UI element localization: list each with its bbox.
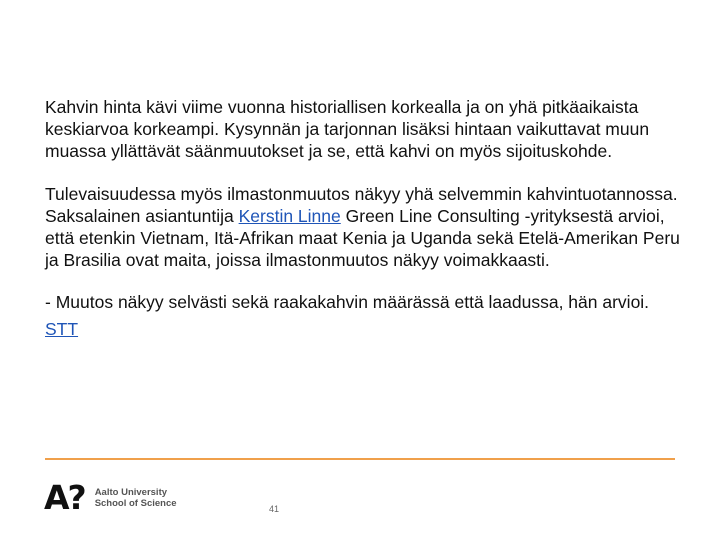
source-line xyxy=(45,318,685,340)
paragraph-climate-text-end: Green Line Consulting -yrityksestä arvioi, että etenkin Vietnam, Itä-Afrikan maat Kenia ja Uganda sekä Etelä-Amerikan Peru ja Brasilia ovat maita, joissa ilmastonmuutos näkyy voimakkaasti. xyxy=(45,205,680,271)
logo-university-name: Aalto University xyxy=(94,486,168,498)
footer-divider xyxy=(45,458,675,460)
logo-school-name: School of Science xyxy=(94,497,177,509)
aalto-logo-mark: A? xyxy=(44,478,85,517)
aalto-logo-text xyxy=(95,487,177,509)
paragraph-climate-text-start: Tulevaisuudessa myös ilmastonmuutos näkyy yhä selvemmin kahvintuotannossa. Saksalainen asiantuntija xyxy=(45,183,678,226)
kerstin-linne-link[interactable]: Kerstin Linne xyxy=(238,205,341,226)
stt-source-link[interactable]: STT xyxy=(45,318,79,339)
slide-body xyxy=(45,96,685,340)
paragraph-price: Kahvin hinta kävi viime vuonna historiallisen korkealla ja on yhä pitkäaikaista keskiarvoa korkeampi. Kysynnän ja tarjonnan lisäksi hintaan vaikuttavat muun muassa yllättävät säänmuutokset ja se, että kahvi on myös sijoituskohde. xyxy=(45,97,650,162)
page-number: 41 xyxy=(269,504,280,514)
aalto-logo xyxy=(44,478,177,517)
paragraph-climate xyxy=(45,183,685,272)
paragraph-quote: - Muutos näkyy selvästi sekä raakakahvin määrässä että laadussa, hän arvioi. xyxy=(45,292,650,313)
